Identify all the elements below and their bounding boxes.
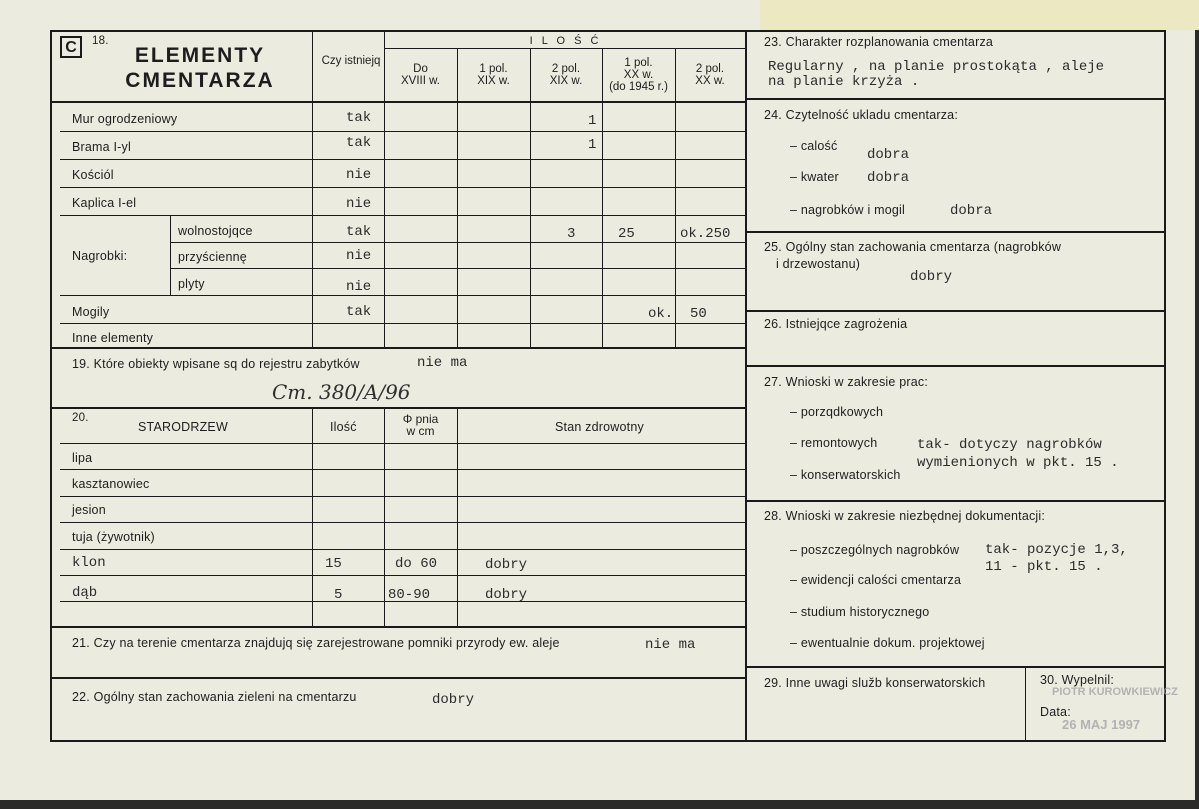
q28-studium: – studium historycznego <box>790 605 930 619</box>
starodrzew-pnia-header: Φ pnia w cm <box>402 412 439 438</box>
grid-line <box>747 666 1164 668</box>
grid-line <box>747 231 1164 233</box>
grid-line <box>60 443 745 444</box>
elementy-title: ELEMENTY CMENTARZA <box>125 44 275 92</box>
q30-label: 30. Wypelnil: <box>1040 673 1115 687</box>
czy-istnieja-header: Czy istniejq <box>321 55 381 67</box>
mur-count: 1 <box>588 113 597 129</box>
kosciol-exists: nie <box>346 167 372 183</box>
grid-line <box>52 347 745 349</box>
row-label-inne: Inne elementy <box>72 331 154 345</box>
klon-qty: 15 <box>325 556 342 572</box>
grid-line <box>60 159 745 160</box>
grid-line <box>52 677 745 679</box>
center-divider <box>745 30 747 742</box>
q24-kwater-answer: dobra <box>867 170 910 186</box>
row-label-kaplica: Kaplica I-el <box>72 196 137 210</box>
grid-line <box>52 407 745 409</box>
q28-label: 28. Wnioski w zakresie niezbędnej dokumentacji: <box>764 509 1046 523</box>
q28-poszczegolnych: – poszczególnych nagrobków <box>790 543 960 557</box>
starodrzew-ilosc-header: Ilość <box>330 420 357 434</box>
col-header: 2 pol. XX w. <box>695 63 725 87</box>
grid-line <box>312 30 313 348</box>
date-stamp: 26 MAJ 1997 <box>1062 717 1141 732</box>
grid-line <box>60 323 745 324</box>
q19-label: 19. Które obiekty wpisane sq do rejestru zabytków <box>72 357 360 371</box>
przysc-exists: nie <box>346 248 372 264</box>
q27-answer-line2: wymienionych w pkt. 15 . <box>917 455 1119 471</box>
grid-line <box>530 48 531 348</box>
dab-diameter: 80-90 <box>388 587 431 603</box>
section-letter-box: C <box>60 36 82 58</box>
grid-line <box>60 549 745 550</box>
mogily-exists: tak <box>346 304 372 320</box>
q28-answer-line1: tak- pozycje 1,3, <box>985 542 1128 558</box>
row-label-plyty: plyty <box>178 277 205 291</box>
q24-calosc-answer: dobra <box>867 147 910 163</box>
q26-label: 26. Istniejqce zagrożenia <box>764 317 908 331</box>
row-label-mur: Mur ogrodzeniowy <box>72 112 178 126</box>
grid-line <box>312 408 313 626</box>
grid-line <box>747 310 1164 312</box>
row-label-wolnostojace: wolnostojqce <box>178 224 253 238</box>
q19-register-number: Cm. 380/A/96 <box>272 380 411 404</box>
tree-klon: klon <box>72 555 106 571</box>
grid-line <box>52 626 745 628</box>
mogily-c4: ok. <box>648 306 674 322</box>
tree-kasztanowiec: kasztanowiec <box>72 477 150 491</box>
plyty-exists: nie <box>346 279 372 295</box>
col-header: 2 pol. XIX w. <box>549 63 583 87</box>
grid-line <box>747 98 1164 100</box>
wolno-c4: 25 <box>618 226 635 242</box>
q28-ewidencji: – ewidencji calości cmentarza <box>790 573 962 587</box>
q30-data-label: Data: <box>1040 705 1071 719</box>
q20-number: 20. <box>72 412 89 424</box>
q25-answer: dobry <box>910 269 953 285</box>
q24-nagrobkow-label: – nagrobków i mogil <box>790 203 905 217</box>
row-label-nagrobki: Nagrobki: <box>72 249 128 263</box>
q28-answer-line2: 11 - pkt. 15 . <box>985 559 1103 575</box>
q25-label-line2: i drzewostanu) <box>776 257 861 271</box>
grid-line <box>602 48 603 348</box>
grid-line <box>170 215 171 295</box>
card-top-edge <box>760 0 1199 30</box>
row-label-brama: Brama I-yl <box>72 140 131 154</box>
q28-ewentualnie: – ewentualnie dokum. projektowej <box>790 636 985 650</box>
row-label-mogily: Mogily <box>72 305 110 319</box>
grid-line <box>60 575 745 576</box>
tree-dab: dąb <box>72 585 98 601</box>
row-label-przyscienne: przyściennę <box>178 250 247 264</box>
q19-answer: nie ma <box>417 355 468 371</box>
grid-line <box>60 496 745 497</box>
mogily-c5: 50 <box>690 306 707 322</box>
mur-exists: tak <box>346 110 372 126</box>
col-header: 1 pol. XX w. (do 1945 r.) <box>609 57 668 93</box>
wolno-c3: 3 <box>567 226 576 242</box>
tree-lipa: lipa <box>72 451 93 465</box>
tree-jesion: jesion <box>72 503 106 517</box>
kaplica-exists: nie <box>346 196 372 212</box>
q24-label: 24. Czytelność ukladu cmentarza: <box>764 108 958 122</box>
brama-exists: tak <box>346 135 372 151</box>
grid-line <box>60 522 745 523</box>
q27-konserwatorskich: – konserwatorskich <box>790 468 901 482</box>
tree-tuja: tuja (żywotnik) <box>72 530 155 544</box>
grid-line <box>1025 667 1026 742</box>
q27-answer-line1: tak- dotyczy nagrobków <box>917 437 1102 453</box>
wolno-exists: tak <box>346 224 372 240</box>
q18-number: 18. <box>92 35 109 47</box>
grid-line <box>747 500 1164 502</box>
q27-porzadkowych: – porzqdkowych <box>790 405 884 419</box>
klon-state: dobry <box>485 557 528 573</box>
grid-line <box>384 48 745 49</box>
grid-line <box>52 101 745 103</box>
signature-stamp: PIOTR KUROWKIEWICZ <box>1052 686 1178 698</box>
q27-label: 27. Wnioski w zakresie prac: <box>764 375 928 389</box>
grid-line <box>384 408 385 626</box>
grid-line <box>170 242 745 243</box>
grid-line <box>675 48 676 348</box>
ilosc-header: I L O Ś Ć <box>529 35 602 47</box>
q27-remontowych: – remontowych <box>790 436 878 450</box>
grid-line <box>60 131 745 132</box>
row-label-kosciol: Kościól <box>72 168 114 182</box>
q23-answer-line2: na planie krzyża . <box>768 74 920 90</box>
brama-count: 1 <box>588 137 597 153</box>
starodrzew-header: STARODRZEW <box>138 420 228 434</box>
col-header: Do XVIII w. <box>401 63 440 87</box>
klon-diameter: do 60 <box>395 556 438 572</box>
q22-answer: dobry <box>432 692 475 708</box>
starodrzew-stan-header: Stan zdrowotny <box>555 420 644 434</box>
q23-label: 23. Charakter rozplanowania cmentarza <box>764 35 994 49</box>
q29-label: 29. Inne uwagi služb konserwatorskich <box>764 676 986 690</box>
dab-qty: 5 <box>334 587 343 603</box>
grid-line <box>457 408 458 626</box>
grid-line <box>457 48 458 348</box>
q21-label: 21. Czy na terenie cmentarza znajdujq się zarejestrowane pomniki przyrody ew. aleje <box>72 636 560 650</box>
wolno-c5: ok.250 <box>680 226 731 242</box>
grid-line <box>60 215 745 216</box>
q25-label-line1: 25. Ogólny stan zachowania cmentarza (nagrobków <box>764 240 1062 254</box>
grid-line <box>747 365 1164 367</box>
q22-label: 22. Ogólny stan zachowania zieleni na cmentarzu <box>72 690 357 704</box>
grid-line <box>60 187 745 188</box>
q24-nagrobkow-answer: dobra <box>950 203 993 219</box>
grid-line <box>60 469 745 470</box>
grid-line <box>60 295 745 296</box>
q24-calosc-label: – calość <box>790 139 838 153</box>
q21-answer: nie ma <box>645 637 696 653</box>
q23-answer-line1: Regularny , na planie prostokąta , aleje <box>768 59 1105 75</box>
dab-state: dobry <box>485 587 528 603</box>
col-header: 1 pol. XIX w. <box>477 63 510 87</box>
q24-kwater-label: – kwater <box>790 170 839 184</box>
grid-line <box>170 268 745 269</box>
